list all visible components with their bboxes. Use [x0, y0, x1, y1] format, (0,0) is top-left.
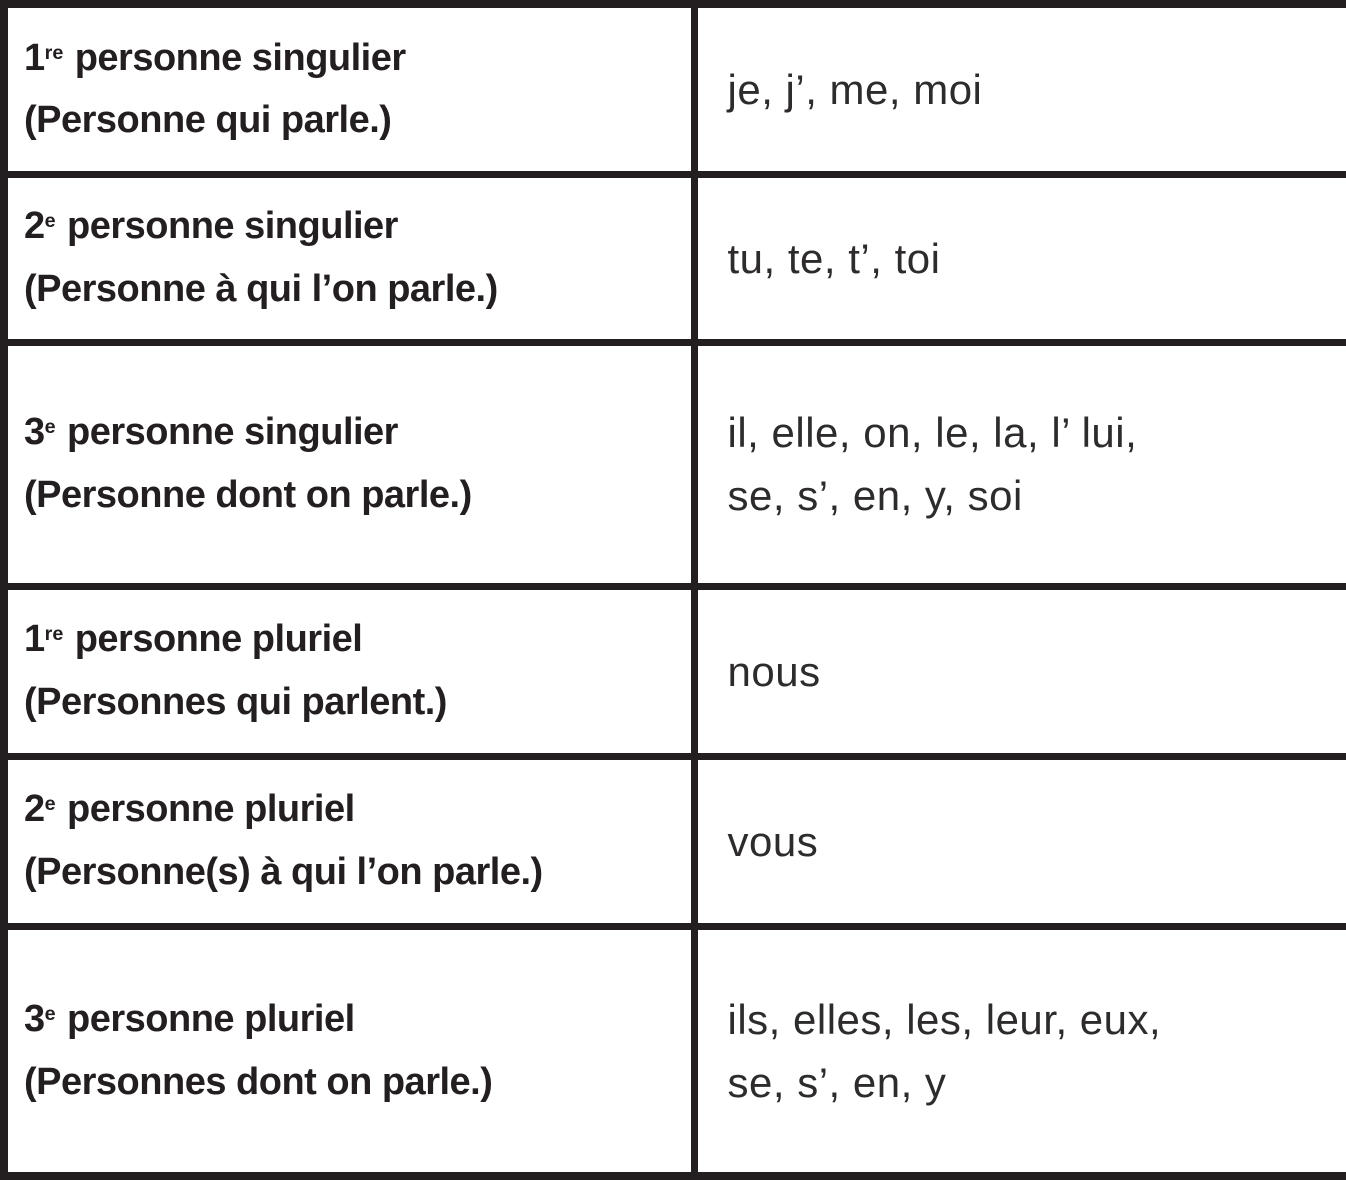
person-label: personne pluriel — [67, 788, 355, 831]
pronoun-cell — [694, 174, 1346, 342]
person-label: personne singulier — [74, 36, 406, 79]
pronoun-cell — [694, 756, 1346, 926]
table-row — [4, 342, 1346, 586]
pronoun-line: tu, te, t’, toi — [727, 234, 941, 282]
person-title — [24, 988, 683, 1051]
person-ordinal-suffix: e — [44, 416, 56, 439]
pronoun-cell — [694, 926, 1346, 1176]
person-label-cell — [4, 4, 694, 174]
pronoun-line: il, elle, on, le, la, l’ lui, — [727, 409, 1138, 456]
pronoun-line: nous — [727, 647, 821, 695]
pronoun-cell — [694, 586, 1346, 756]
person-title — [24, 401, 683, 464]
person-label-cell — [4, 586, 694, 756]
pronoun-line: vous — [727, 817, 819, 865]
person-ordinal-suffix: e — [44, 793, 56, 816]
person-description: (Personne à qui l’on parle.) — [24, 268, 498, 310]
person-ordinal-suffix: re — [44, 41, 64, 64]
person-ordinal-suffix: e — [44, 210, 56, 233]
table-row — [4, 4, 1346, 174]
person-ordinal-suffix: re — [44, 623, 64, 646]
person-number: 1 — [24, 36, 45, 79]
person-label: personne singulier — [67, 411, 398, 454]
person-label: personne singulier — [67, 205, 398, 248]
person-description: (Personnes qui parlent.) — [24, 681, 447, 723]
table-row — [4, 586, 1346, 756]
table-row — [4, 174, 1346, 342]
pronoun-cell — [694, 4, 1346, 174]
table-row — [4, 756, 1346, 926]
person-title — [24, 778, 683, 841]
person-number: 3 — [24, 411, 45, 454]
person-description: (Personne qui parle.) — [24, 99, 392, 142]
person-label-cell — [4, 926, 694, 1176]
pronoun-line: ils, elles, les, leur, eux, — [727, 995, 1162, 1043]
person-number: 1 — [24, 618, 45, 661]
person-description: (Personne dont on parle.) — [24, 474, 472, 516]
person-label-cell — [4, 174, 694, 342]
pronoun-line: se, s’, en, y — [727, 1058, 947, 1106]
person-description: (Personnes dont on parle.) — [24, 1060, 493, 1103]
pronoun-line: se, s’, en, y, soi — [727, 472, 1023, 519]
person-number: 2 — [24, 788, 45, 831]
person-number: 2 — [24, 205, 45, 248]
person-label-cell — [4, 342, 694, 586]
person-label: personne pluriel — [74, 618, 363, 661]
table-row — [4, 926, 1346, 1176]
person-label: personne pluriel — [67, 998, 355, 1041]
person-title — [24, 27, 683, 90]
pronoun-line: je, j’, me, moi — [727, 65, 983, 113]
person-number: 3 — [24, 998, 45, 1041]
person-title — [24, 608, 683, 671]
person-ordinal-suffix: e — [44, 1003, 56, 1026]
person-description: (Personne(s) à qui l’on parle.) — [24, 851, 543, 893]
person-label-cell — [4, 756, 694, 926]
person-title — [24, 195, 683, 258]
pronoun-cell — [694, 342, 1346, 586]
